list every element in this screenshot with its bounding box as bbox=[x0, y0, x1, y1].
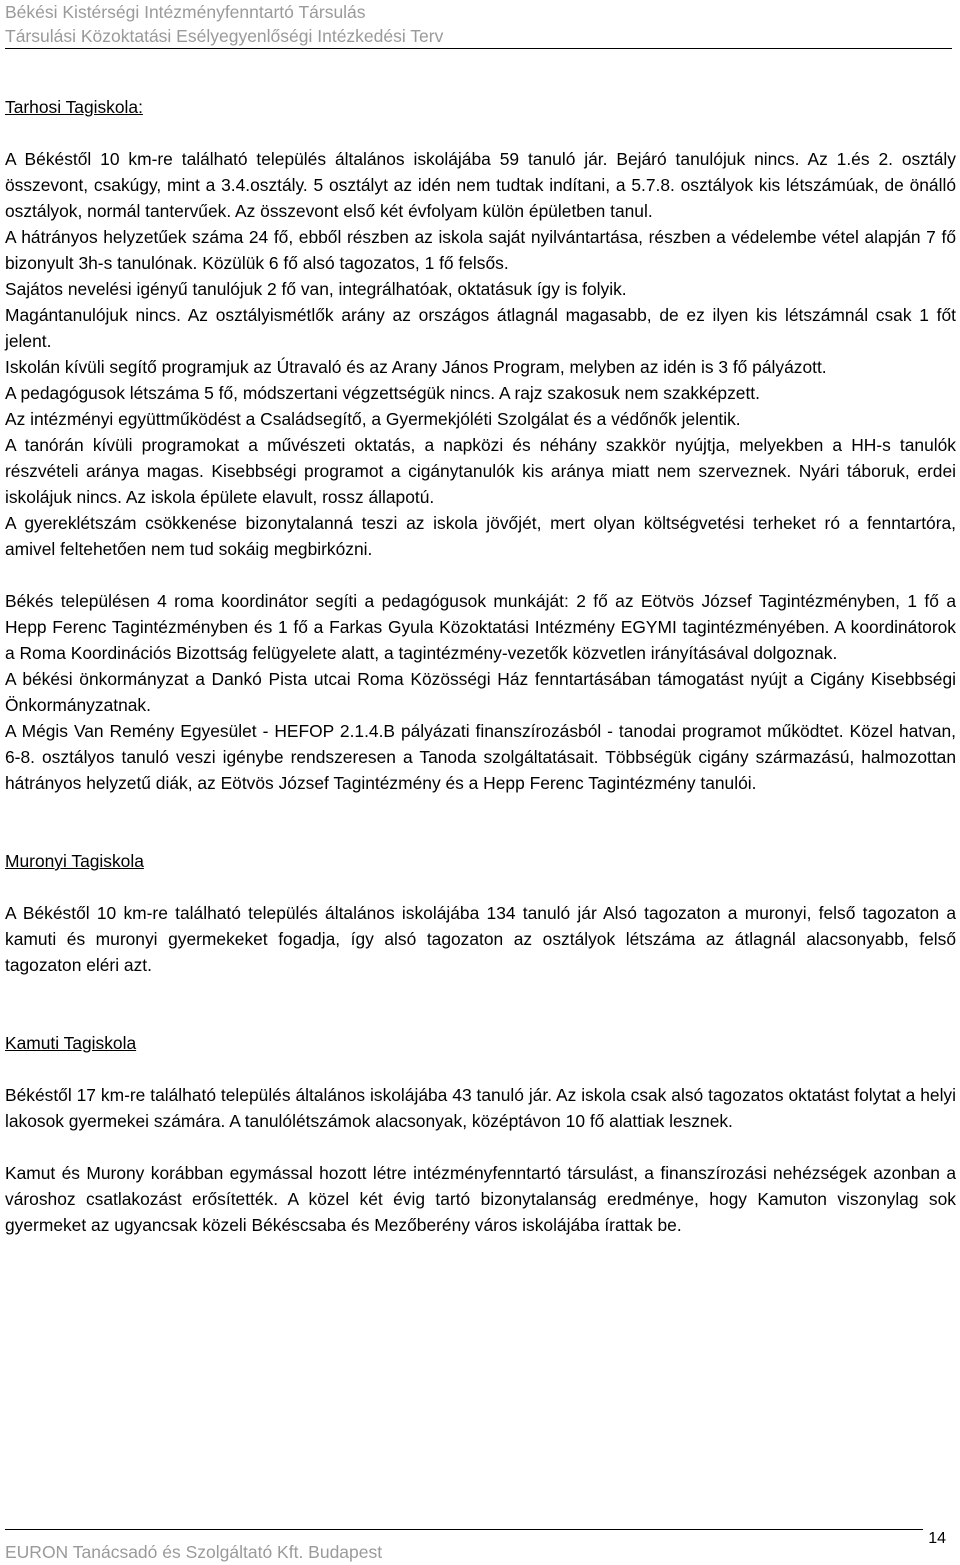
page-number: 14 bbox=[928, 1530, 946, 1547]
section-heading-kamut: Kamuti Tagiskola bbox=[5, 1033, 137, 1053]
paragraph: Kamut és Murony korábban egymással hozott létre intézményfenntartó társulást, a finanszírozási nehézségek azonban a városhoz csatlakozást erősítették. A közel két évig tartó bizonytalanság eredménye, hogy Kamuton viszonylag sok gyermeket az ugyancsak közeli Békéscsaba és Mezőberény város iskolájába írattak be. bbox=[5, 1163, 956, 1235]
document-body bbox=[5, 94, 956, 1238]
paragraph: Békés településen 4 roma koordinátor segíti a pedagógusok munkáját: 2 fő az Eötvös József Tagintézményben, 1 fő a Hepp Ferenc Tagintézményben és 1 fő a Farkas Gyula Közoktatási Intézmény EGYMI tagintézményében. A koordinátorok a Roma Koordinációs Bizottság felügyelete alatt, a tagintézmény-vezetők közvetlen irányításával dolgoznak. bbox=[5, 591, 956, 663]
paragraph: A tanórán kívüli programokat a művészeti oktatás, a napközi és néhány szakkör nyújtja, melyekben a HH-s tanulók részvételi aránya magas. Kisebbségi programot a cigánytanulók kis aránya miatt nem szerveznek. Nyári táboruk, erdei iskolájuk nincs. Az iskola épülete elavult, rossz állapotú. bbox=[5, 435, 956, 507]
footer-rule bbox=[5, 1529, 923, 1530]
paragraph: Békéstől 17 km-re található település általános iskolájába 43 tanuló jár. Az iskola csak alsó tagozatos oktatást folytat a helyi lakosok gyermekei számára. A tanulólétszámok alacsonyak, középtávon 10 fő alattiak lesznek. bbox=[5, 1085, 956, 1131]
page-footer bbox=[5, 1520, 952, 1564]
section-heading-murony: Muronyi Tagiskola bbox=[5, 851, 144, 871]
paragraph: A Békéstől 10 km-re található település általános iskolájába 134 tanuló jár Alsó tagozaton a muronyi, felső tagozaton a kamuti és muronyi gyermekeket fogadja, így alsó tagozaton az osztályok létszáma az átlagnál alacsonyabb, felső tagozaton eléri azt. bbox=[5, 903, 956, 975]
paragraph: A pedagógusok létszáma 5 fő, módszertani végzettségük nincs. A rajz szakosuk nem szakképzett. bbox=[5, 383, 760, 403]
paragraph: Magántanulójuk nincs. Az osztályismétlők arány az országos átlagnál magasabb, de ez ilyen kis létszámnál csak 1 főt jelent. bbox=[5, 305, 956, 351]
header-title-line1: Békési Kistérségi Intézményfenntartó Társulás bbox=[5, 2, 366, 22]
paragraph: Sajátos nevelési igényű tanulójuk 2 fő van, integrálhatóak, oktatásuk így is folyik. bbox=[5, 279, 627, 299]
paragraph: A Békéstől 10 km-re található település általános iskolájába 59 tanuló jár. Bejáró tanulójuk nincs. Az 1.és 2. osztály összevont, csakúgy, mint a 3.4.osztály. 5 osztályt az idén nem tudtak indítani, a 5.7.8. osztályok kis létszámúak, de önálló osztályok, normál tantervűek. Az összevont első két évfolyam külön épületben tanul. bbox=[5, 149, 956, 221]
paragraph: A hátrányos helyzetűek száma 24 fő, ebből részben az iskola saját nyilvántartása, részben a védelembe vétel alapján 7 fő bizonyult 3h-s tanulónak. Közülük 6 fő alsó tagozatos, 1 fő felsős. bbox=[5, 227, 956, 273]
paragraph: A Mégis Van Remény Egyesület - HEFOP 2.1.4.B pályázati finanszírozásból - tanodai programot működtet. Közel hatvan, 6-8. osztályos tanuló veszi igénybe rendszeresen a Tanoda szolgáltatásait. Többségük cigány származású, halmozottan hátrányos helyzetű diák, az Eötvös József Tagintézmény és a Hepp Ferenc Tagintézmény tanulói. bbox=[5, 721, 956, 793]
paragraph: A gyereklétszám csökkenése bizonytalanná teszi az iskola jövőjét, mert olyan költségvetési terheket ró a fenntartóra, amivel feltehetően nem tud sokáig megbirkózni. bbox=[5, 513, 956, 559]
paragraph: Az intézményi együttműködést a Családsegítő, a Gyermekjóléti Szolgálat és a védőnők jelentik. bbox=[5, 409, 741, 429]
paragraph: Iskolán kívüli segítő programjuk az Útravaló és az Arany János Program, melyben az idén is 3 fő pályázott. bbox=[5, 357, 827, 377]
footer-company: EURON Tanácsadó és Szolgáltató Kft. Budapest bbox=[5, 1542, 383, 1562]
section-heading-tarhos: Tarhosi Tagiskola: bbox=[5, 97, 143, 117]
paragraph: A békési önkormányzat a Dankó Pista utcai Roma Közösségi Ház fenntartásában támogatást nyújt a Cigány Kisebbségi Önkormányzatnak. bbox=[5, 669, 956, 715]
header-title-line2: Társulási Közoktatási Esélyegyenlőségi Intézkedési Terv bbox=[5, 26, 444, 46]
page-header bbox=[5, 0, 952, 49]
